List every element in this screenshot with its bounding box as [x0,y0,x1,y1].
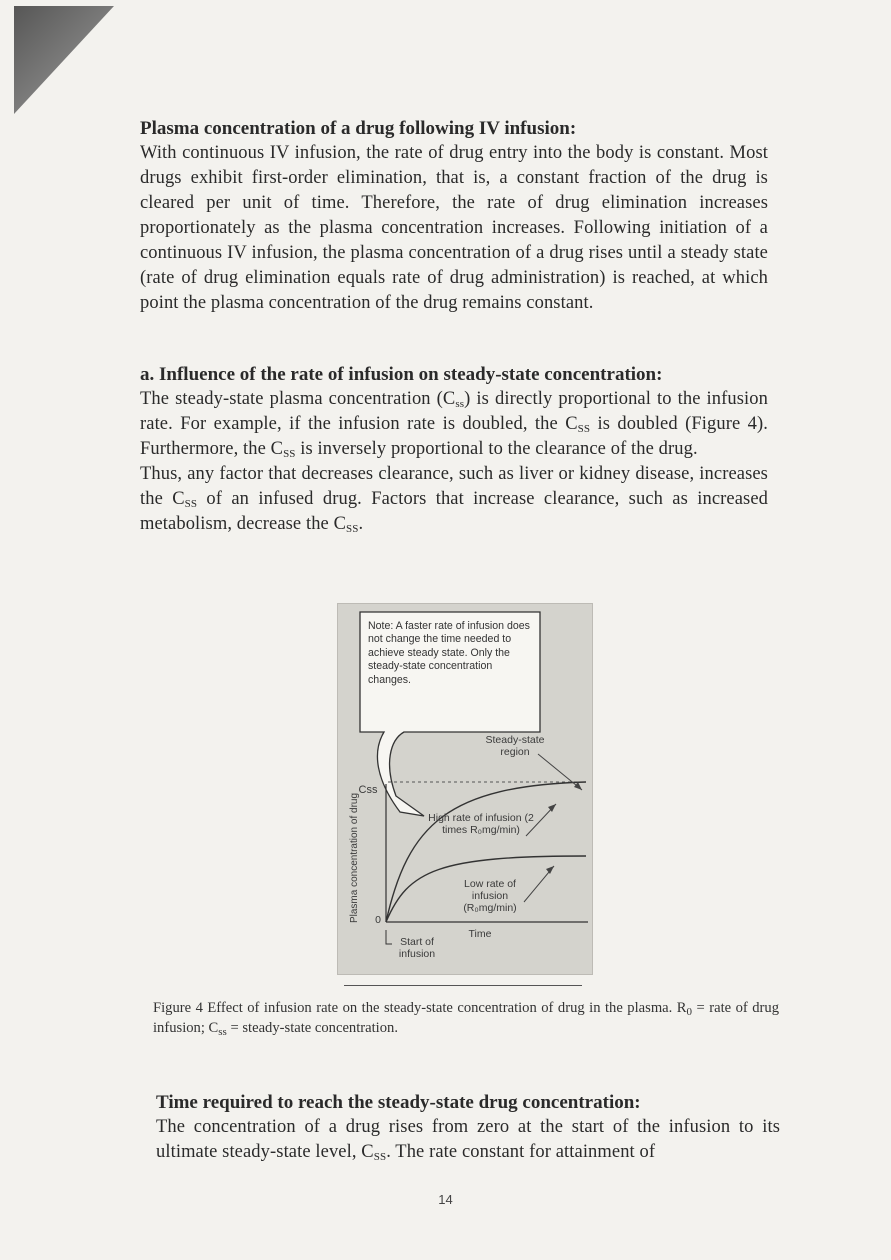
section-paragraph: With continuous IV infusion, the rate of drug entry into the body is constant. Most drugs exhibit first-order elimination, that is, a constant fraction of the drug is cleared per unit of time. Therefore, the rate of drug elimination increases proportionately as the plasma concentration increases. Following initiation of a continuous IV infusion, the plasma concentration of a drug rises until a steady state (rate of drug elimination equals rate of drug administration) is reached, at which point the plasma concentration of the drug remains constant. [140,143,768,313]
axis-origin-zero: 0 [375,914,381,926]
steady-state-arrowhead [574,782,582,790]
section-paragraph: The steady-state plasma concentration $(C_{ss})$ is directly proportional to the infusion rate. For example, if the infusion rate is doubled, the $C_{SS}$ is doubled (Figure 4). Furthermore, the $C_{SS}$ is inversely proportional to the clearance of the drug. [140,389,768,460]
caption-divider [344,985,582,986]
y-axis-label: Plasma concentration of drug [349,792,360,924]
x-axis-label: Time [468,928,492,940]
css-axis-label: Css [358,784,378,796]
steady-state-region-label: Steady-state region [485,734,545,758]
section-paragraph: Thus, any factor that decreases clearance, such as liver or kidney disease, increases the $C_{SS}$ of an infused drug. Factors that increase clearance, such as increased metabolism, decrease the $C_{SS}$. [140,464,768,535]
low-rate-arrowhead [546,866,554,874]
start-of-infusion-label: Start of infusion [398,936,436,960]
scan-corner-shadow [14,6,114,114]
section-paragraph: The concentration of a drug rises from zero at the start of the infusion to its ultimate steady-state level, $C_{SS}$. The rate constant for attainment of [156,1117,780,1163]
section-iv-infusion [140,116,768,316]
section-time-to-steady-state [156,1090,780,1165]
section-heading: a. Influence of the rate of infusion on steady-state concentration: [140,364,663,385]
page-number: 14 [438,1192,453,1207]
figure-caption: Figure 4 Effect of infusion rate on the steady-state concentration of drug in the plasma. $R_0$ = rate of drug infusion; $C_{ss}$ = steady-state concentration. [153,1000,779,1038]
section-heading: Plasma concentration of a drug following IV infusion: [140,118,577,139]
low-rate-label: Low rate of infusion (R₀mg/min) [463,878,517,914]
high-rate-label: High rate of infusion (2 times R₀mg/min) [428,812,534,836]
section-heading: Time required to reach the steady-state drug concentration: [156,1092,641,1113]
section-infusion-rate [140,362,768,537]
figure-note: Note: A faster rate of infusion does not change the time needed to achieve steady state. Only the steady-state concentration changes. [368,620,530,686]
